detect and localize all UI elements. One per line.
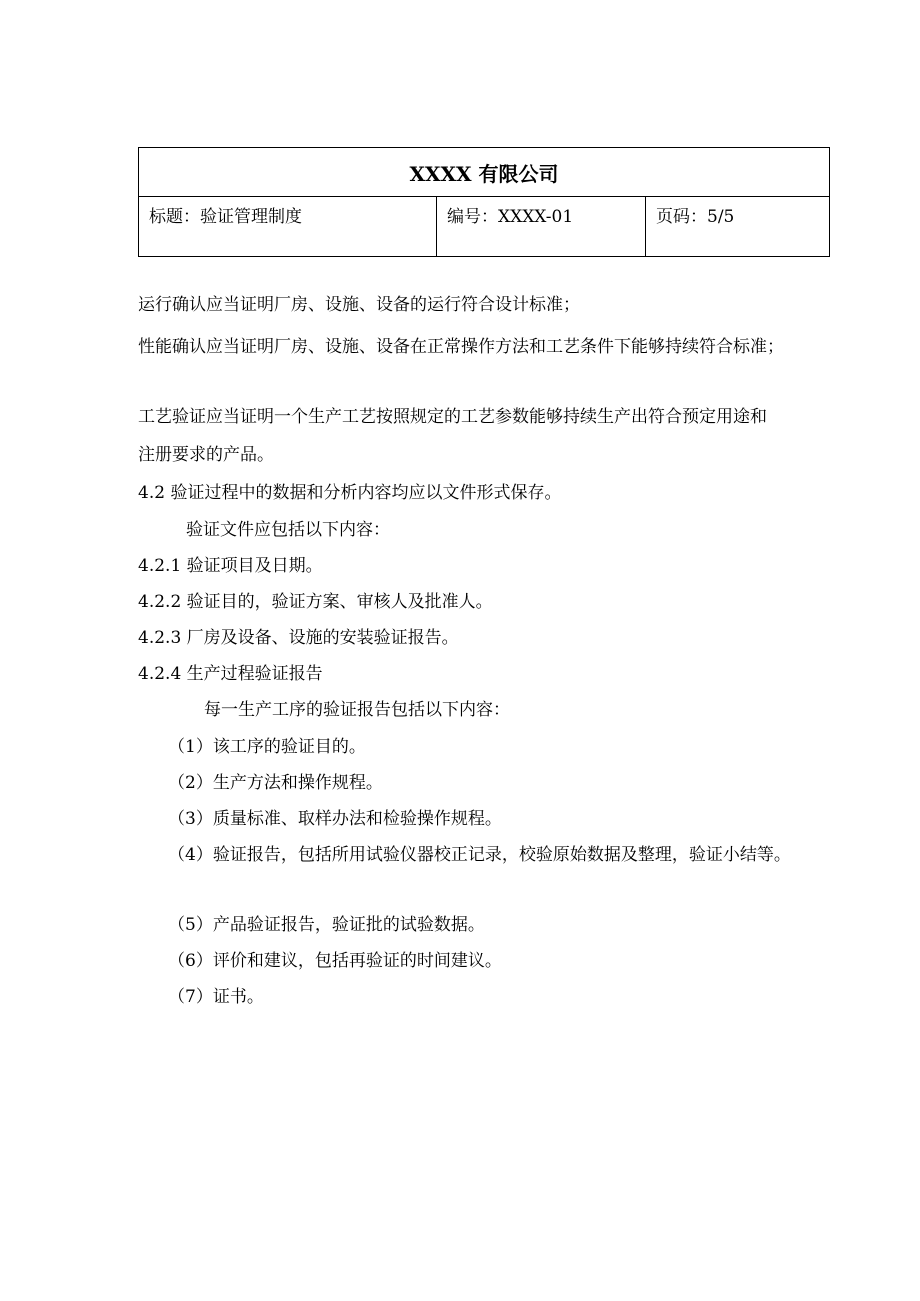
list-item: （4）验证报告，包括所用试验仪器校正记录，校验原始数据及整理，验证小结等。 [168,845,791,865]
list-item: （7）证书。 [168,987,264,1007]
list-item: （2）生产方法和操作规程。 [168,773,383,793]
company-name: XXXX 有限公司 [139,148,830,197]
paragraph-process-validation: 工艺验证应当证明一个生产工艺按照规定的工艺参数能够持续生产出符合预定用途和 [138,407,767,427]
paragraph-oq: 运行确认应当证明厂房、设施、设备的运行符合设计标准； [138,295,580,315]
section-4-2-4: 4.2.4 生产过程验证报告 [138,664,323,684]
document-header-table [138,147,830,257]
list-item: （3）质量标准、取样办法和检验操作规程。 [168,809,502,829]
paragraph-process-validation-cont: 注册要求的产品。 [138,445,274,465]
section-4-2: 4.2 验证过程中的数据和分析内容均应以文件形式保存。 [138,483,562,503]
section-4-2-intro: 验证文件应包括以下内容： [186,520,390,540]
document-title: 标题：验证管理制度 [139,197,437,257]
document-code: 编号：XXXX-01 [437,197,646,257]
list-item: （6）评价和建议，包括再验证的时间建议。 [168,951,502,971]
section-4-2-1: 4.2.1 验证项目及日期。 [138,556,323,576]
section-4-2-3: 4.2.3 厂房及设备、设施的安装验证报告。 [138,628,459,648]
section-4-2-4-intro: 每一生产工序的验证报告包括以下内容： [204,700,510,720]
section-4-2-2: 4.2.2 验证目的，验证方案、审核人及批准人。 [138,592,493,612]
list-item: （1）该工序的验证目的。 [168,737,366,757]
paragraph-pq: 性能确认应当证明厂房、设施、设备在正常操作方法和工艺条件下能够持续符合标准； [138,337,784,357]
page-number: 页码：5/5 [646,197,830,257]
list-item: （5）产品验证报告，验证批的试验数据。 [168,915,485,935]
